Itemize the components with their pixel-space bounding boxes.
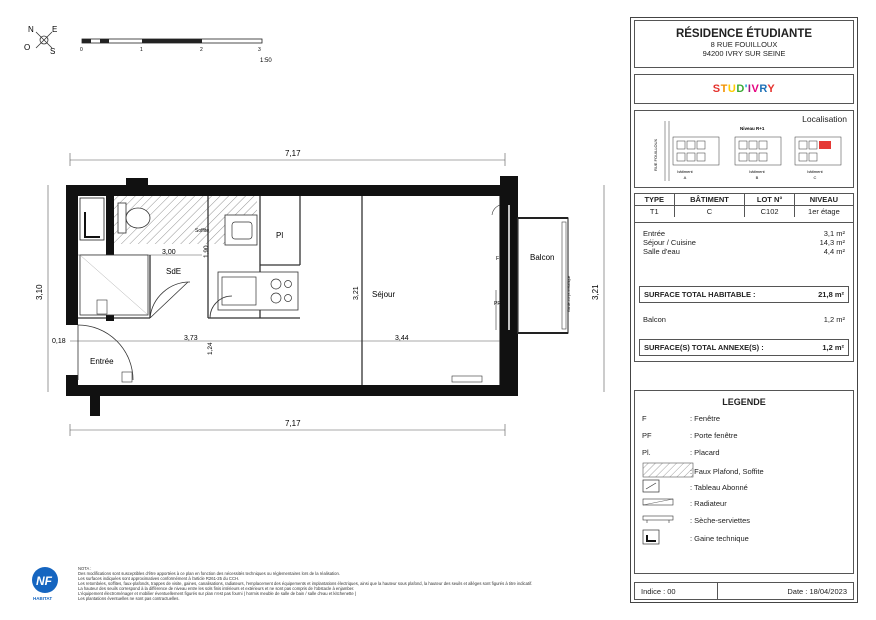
dim-344: 3,44 [395,335,409,342]
notes-line: Des modifications sont susceptibles d'être apportées à ce plan en fonction des nécessités techniques ou réglementaires lors de la réalisation. [78,571,340,576]
surfaces-box [634,222,854,362]
notes-line: Les surfaces indiquées sont approximatives conformément à l'article R261-25 du CCH. [78,576,240,581]
legend-item: : Gaine technique [642,529,749,547]
lot-type: T1 [635,206,674,218]
towel-dryer-icon [642,514,676,524]
wall-left-lower [66,375,78,395]
surface-row: Salle d'eau 4,4 m² [643,247,845,256]
dim-right: 3,21 [591,284,600,300]
panel-icon [642,479,662,493]
address-line-1: 8 RUE FOUILLOUX [710,40,778,49]
hatch-icon [642,462,694,478]
wall-notch [126,178,148,188]
label-guardrail: Garde-corps métallique [567,275,571,312]
svg-text:RUE FOUILLOUX: RUE FOUILLOUX [653,138,658,171]
localisation-map [635,111,853,187]
wall-left-upper [66,185,78,325]
annexe-row: Balcon 1,2 m² [643,315,845,324]
dim-bottom: 7,17 [285,419,301,428]
svg-text:bâtiment: bâtiment [807,169,823,174]
compass-e: E [52,25,58,34]
scale-label: 1:50 [260,58,272,64]
electrical-panel [122,372,132,382]
header-box [634,20,854,68]
scale-tick-2: 2 [200,47,203,53]
lot-batiment: C [674,206,745,218]
nf-habitat-logo [32,567,58,601]
compass-n: N [28,25,34,34]
lot-number: C102 [745,206,794,218]
lot-highlight [819,141,831,149]
room-label-balcon: Balcon [530,253,555,262]
svg-text:A: A [683,175,687,180]
legend-item: : Tableau Abonné [642,479,748,495]
total-habitable-row: SURFACE TOTAL HABITABLE : 21,8 m² [639,286,849,303]
label-soffite: Soffite [195,228,210,234]
svg-text:bâtiment: bâtiment [749,169,765,174]
balcony [518,218,568,333]
duct-icon [642,529,662,545]
dim-373: 3,73 [184,335,198,342]
studivry-logo: STUD'IVRY [712,83,776,95]
scale-bar [80,39,272,64]
svg-text:NF: NF [36,574,52,588]
dim-124: 1,24 [207,342,214,355]
surface-row: Entrée 3,1 m² [643,229,845,238]
legend-item: Pl. : Placard [642,448,720,457]
dim-321: 3,21 [353,286,360,300]
legal-notes [78,566,623,601]
revision-index: Indice : 00 [635,583,718,599]
residence-title: RÉSIDENCE ÉTUDIANTE [675,28,813,40]
svg-text:HABITAT: HABITAT [33,596,53,601]
compass-rose [24,25,57,56]
room-label-entree: Entrée [90,357,114,366]
lot-niveau: 1er étage [808,207,840,216]
label-window-pf: PF [494,301,501,307]
localisation-box [634,110,854,188]
dim-top: 7,17 [285,149,301,158]
scale-tick-0: 0 [80,47,83,53]
kitchenette [218,272,298,310]
towel-dryer [97,300,107,314]
svg-text:B: B [755,175,759,180]
lot-header-niveau: NIVEAU [794,194,853,206]
lot-header-lot: LOT N° [745,194,794,206]
legend-item: : Faux Plafond, Soffite [642,462,764,480]
localisation-title: Localisation [802,114,847,124]
lot-header-type: TYPE [635,194,674,206]
radiator [452,376,482,382]
lot-header-batiment: BÂTIMENT [674,194,745,206]
compass-s: S [50,47,56,56]
radiator-icon [642,497,676,507]
notes-line: La hauteur des seuils correspond à la différence de niveau entre les sols finis intérieurs et extérieurs et ne sont pas compris de l'obstacle à enjamber. [78,586,355,591]
lot-info-box [634,193,854,223]
notes-line: L'équipement électroménager et mobilier éventuellement figurés sur plan n'est pas fourni ( hormis meuble de salle de bain / salle d'eau et kitchenette ) [78,591,357,596]
compass-o: O [24,43,31,52]
lot-table [635,194,853,217]
legend-item: F : Fenêtre [642,414,721,423]
wall-stub [90,396,100,416]
dim-300: 3,00 [162,249,176,256]
svg-text:bâtiment: bâtiment [677,169,693,174]
scale-tick-1: 1 [140,47,143,53]
notes-line: Les retombées, soffites, faux-plafonds, trappes de visite, gaines, canalisations, radiateurs, l'emplacement des équipements et implantations électriques, ainsi que la hauteur sous plafond, la hauteur des seuils et allèges sont figurés à titre indicatif. [78,581,533,586]
svg-text:Niveau R+1: Niveau R+1 [740,126,765,131]
legend-item: : Radiateur [642,497,727,509]
notes-title: NOTA : [78,566,92,571]
label-placard: Pl [276,231,284,240]
legend-item: PF : Porte fenêtre [642,431,738,440]
wall-bottom [66,385,501,396]
svg-text:C: C [813,175,817,180]
room-label-sde: SdE [166,267,182,276]
dim-left: 3,10 [35,284,44,300]
dim-018: 0,18 [52,338,66,345]
footer-box [634,582,854,600]
total-annexe-row: SURFACE(S) TOTAL ANNEXE(S) : 1,2 m² [639,339,849,356]
brand-box [634,74,854,104]
address-line-2: 94200 IVRY SUR SEINE [702,49,786,58]
legend-title: LEGENDE [722,397,766,407]
technical-duct [80,198,104,240]
notes-line: Les plantations éventuelles ne sont pas contractuelles. [78,596,180,601]
surface-row: Séjour / Cuisine 14,3 m² [643,238,845,247]
dim-190: 1,90 [203,245,210,258]
room-label-sejour: Séjour [372,290,396,299]
label-window-f: F [496,256,500,262]
legend-item: : Sèche-serviettes [642,514,750,526]
scale-tick-3: 3 [258,47,261,53]
drawing-date: Date : 18/04/2023 [787,587,847,596]
